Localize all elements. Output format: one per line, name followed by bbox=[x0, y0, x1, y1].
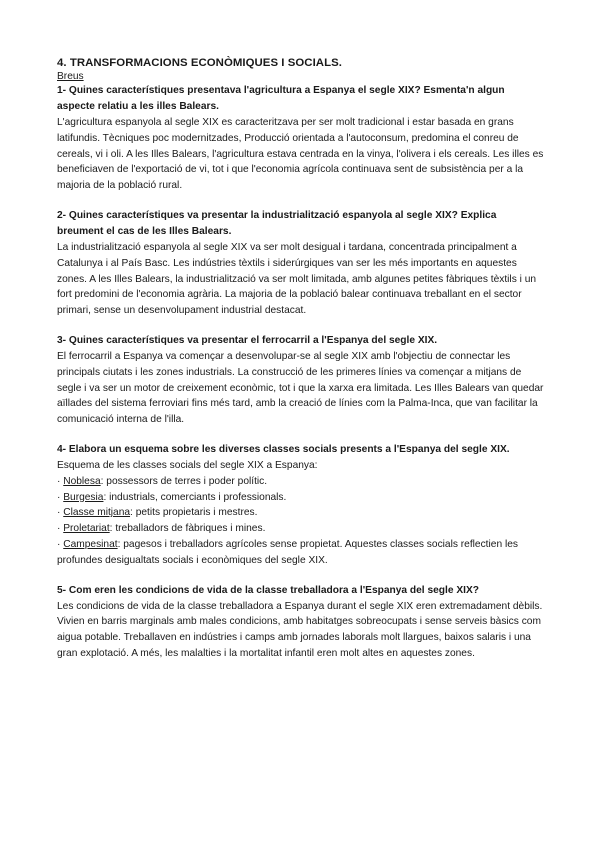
list-item: · Classe mitjana: petits propietaris i mestres. bbox=[57, 507, 258, 519]
question-1 bbox=[57, 83, 544, 194]
list-item-term: Proletariat bbox=[63, 523, 110, 535]
question-1-heading: 1- Quines característiques presentava l'agricultura a Espanya el segle XIX? Esmenta'n algun aspecte relatiu a les illes Balears. bbox=[57, 85, 505, 112]
question-3-answer: El ferrocarril a Espanya va començar a desenvolupar-se al segle XIX amb l'objectiu de connectar les principals ciutats i les zones industrials. La construcció de les primeres línies va començar a mitjans de segle i va ser un motor de creixement econòmic, tot i que la xarxa era limitada. Les Illes Balears van quedar aïllades del sistema ferroviari fins més tard, amb la creació de línies com la Palma-Inca, que van facilitar la comunicació interna de l'illa. bbox=[57, 350, 544, 426]
question-3 bbox=[57, 333, 544, 428]
list-item-desc: : industrials, comerciants i professionals. bbox=[103, 491, 287, 503]
list-item-desc: : treballadors de fàbriques i mines. bbox=[109, 523, 266, 535]
list-item-term: Campesinat bbox=[63, 538, 118, 550]
question-5-answer: Les condicions de vida de la classe treballadora a Espanya durant el segle XIX eren extremadament dèbils. Vivien en barris marginals amb males condicions, amb habitatges sobreocupats i sense serveis bàsics com aigua potable. Treballaven en indústries i camps amb jornades laborals molt llargues, baixos salaris i una gran explotació. A més, les malalties i la mortalitat infantil eren molt altes en aquestes zones. bbox=[57, 600, 543, 659]
question-5-heading: 5- Com eren les condicions de vida de la classe treballadora a l'Espanya del segle XIX? bbox=[57, 584, 479, 596]
question-2-heading: 2- Quines característiques va presentar la industrialització espanyola al segle XIX? Explica breument el cas de les Illes Balears. bbox=[57, 209, 497, 237]
question-2 bbox=[57, 208, 544, 319]
question-2-answer: La industrialització espanyola al segle XIX va ser molt desigual i tardana, concentrada principalment a Catalunya i al País Basc. Les indústries tèxtils i siderúrgiques van ser les més importants en aquestes zones. A les Illes Balears, la industrialització va ser molt limitada, amb algunes petites fàbriques tèxtils i un fort predomini de l'economia agrària. La majoria de la població balear continuava treballant en el sector primari, sense un desenvolupament industrial destacat. bbox=[57, 241, 537, 317]
question-4-intro: Esquema de les classes socials del segle XIX a Espanya: bbox=[57, 459, 318, 471]
list-item: · Burgesia: industrials, comerciants i professionals. bbox=[57, 491, 287, 503]
question-3-heading: 3- Quines característiques va presentar el ferrocarril a l'Espanya del segle XIX. bbox=[57, 334, 438, 346]
question-4 bbox=[57, 442, 544, 569]
list-item-desc: : petits propietaris i mestres. bbox=[130, 507, 258, 519]
question-4-heading: 4- Elabora un esquema sobre les diverses classes socials presents a l'Espanya del segle XIX. bbox=[57, 443, 510, 455]
list-item: · Noblesa: possessors de terres i poder polític. bbox=[57, 475, 268, 487]
list-item-desc: : pagesos i treballadors agrícoles sense propietat. Aquestes classes socials reflectien les profundes desigualtats socials i econòmiques del segle XIX. bbox=[57, 538, 518, 566]
page-title: 4. TRANSFORMACIONS ECONÒMIQUES I SOCIALS. bbox=[57, 57, 342, 69]
question-1-answer: L'agricultura espanyola al segle XIX es caracteritzava per ser molt tradicional i estar basada en grans latifundis. Tècniques poc modernitzades, Producció orientada a l'autoconsum, predomina el conreu de cereals, vi i oli. A les Illes Balears, l'agricultura estava centrada en la vinya, l'olivera i els cereals. Les illes es beneficiaven de l'exportació de vi, tot i que l'economia agrícola continuava sent de subsistència per a la majoria de la població rural. bbox=[57, 117, 544, 192]
section-subtitle: Breus bbox=[57, 71, 84, 82]
list-item: · Proletariat: treballadors de fàbriques i mines. bbox=[57, 523, 266, 535]
question-5 bbox=[57, 583, 544, 662]
list-item-desc: : possessors de terres i poder polític. bbox=[100, 475, 268, 487]
list-item: · Campesinat: pagesos i treballadors agrícoles sense propietat. Aquestes classes socials reflectien les profundes desigualtats socials i econòmiques del segle XIX. bbox=[57, 538, 518, 566]
list-item-term: Classe mitjana bbox=[63, 507, 131, 519]
list-item-term: Burgesia bbox=[63, 491, 104, 503]
list-item-term: Noblesa bbox=[63, 475, 101, 487]
